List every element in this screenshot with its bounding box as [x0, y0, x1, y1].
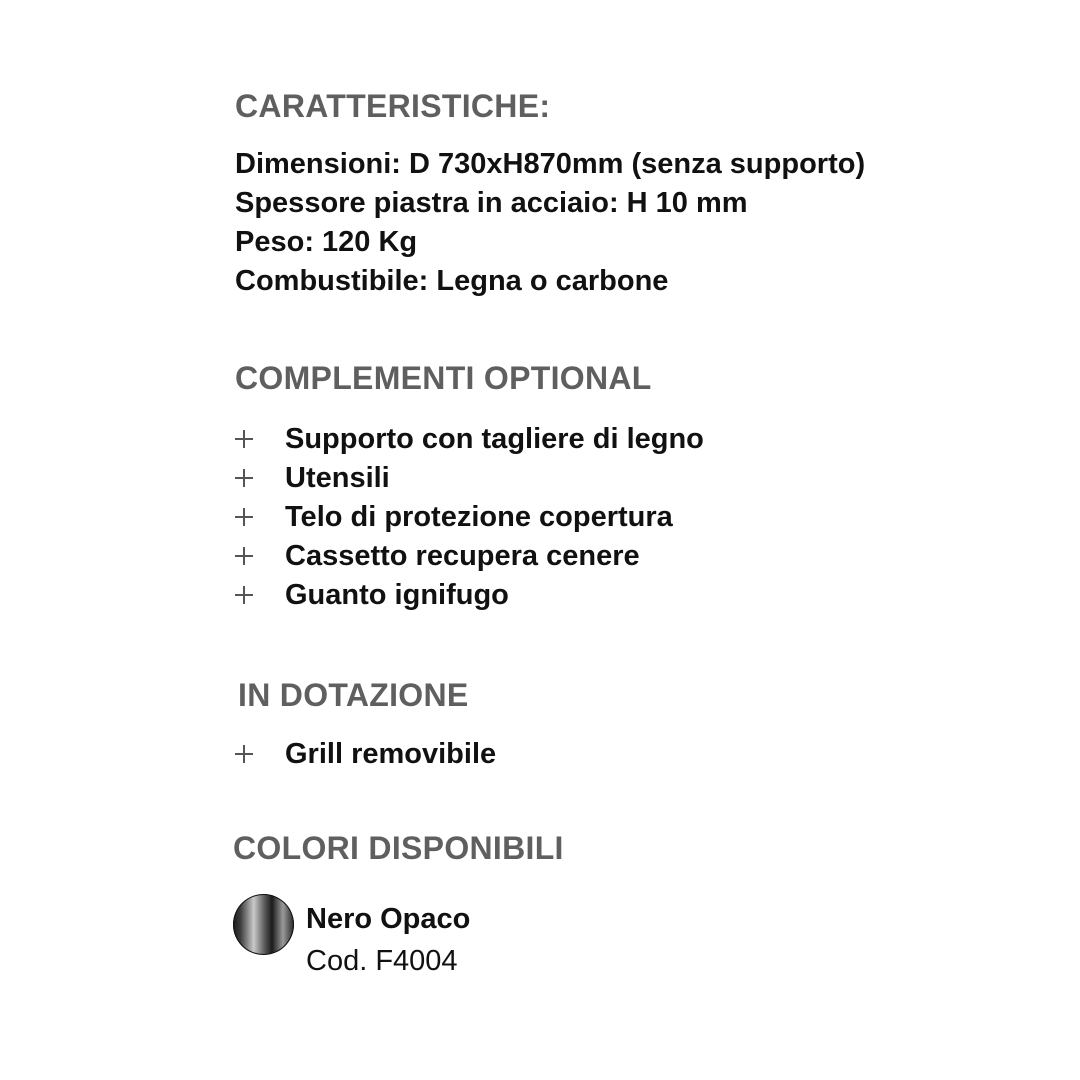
- specs-list: [235, 145, 865, 301]
- list-item-label: Grill removibile: [285, 738, 497, 770]
- colori-title: COLORI DISPONIBILI: [233, 830, 564, 866]
- list-item-label: Guanto ignifugo: [285, 579, 509, 611]
- color-code: Cod. F4004: [306, 945, 458, 977]
- spec-plate-thickness: Spessore piastra in acciaio: H 10 mm: [235, 187, 748, 219]
- complementi-title: COMPLEMENTI OPTIONAL: [235, 360, 652, 396]
- list-item-label: Utensili: [285, 462, 390, 494]
- list-item-label: Cassetto recupera cenere: [285, 540, 640, 572]
- plus-icon: [233, 735, 255, 774]
- spec-weight: Peso: 120 Kg: [235, 226, 418, 258]
- spec-dimensions: Dimensioni: D 730xH870mm (senza supporto): [235, 148, 866, 180]
- plus-icon: [233, 537, 255, 576]
- plus-icon: [233, 576, 255, 615]
- plus-icon: [233, 498, 255, 537]
- list-item-label: Telo di protezione copertura: [285, 501, 673, 533]
- list-item-label: Supporto con tagliere di legno: [285, 423, 704, 455]
- spec-fuel: Combustibile: Legna o carbone: [235, 265, 669, 297]
- dotazione-title: IN DOTAZIONE: [238, 677, 469, 713]
- caratteristiche-title: CARATTERISTICHE:: [235, 88, 551, 124]
- plus-icon: [233, 459, 255, 498]
- color-swatch-icon: [233, 894, 294, 955]
- plus-icon: [233, 420, 255, 459]
- color-name: Nero Opaco: [306, 903, 471, 935]
